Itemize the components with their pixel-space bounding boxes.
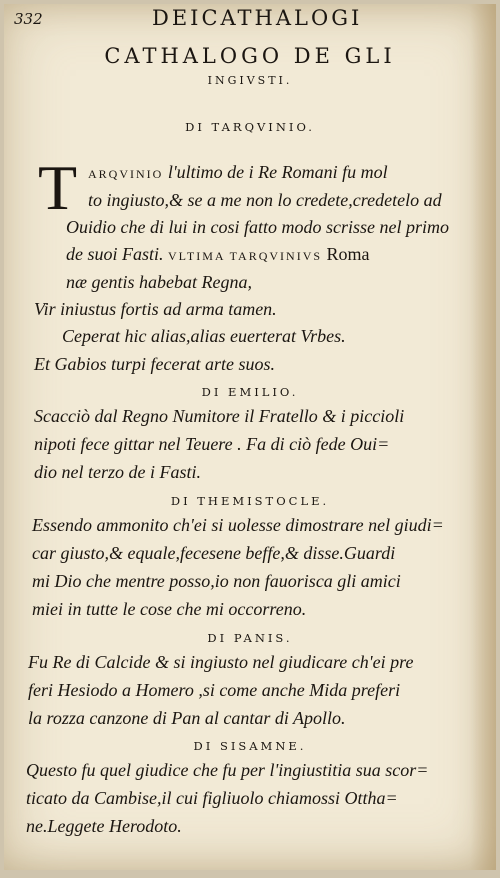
text-line: Scacciò dal Regno Numitore il Fratello & i piccioli bbox=[34, 406, 405, 426]
verse-line: Vir iniustus fortis ad arma tamen. bbox=[34, 299, 277, 319]
text-line: Ouidio che di lui in cosi fatto modo scrisse nel primo bbox=[66, 217, 449, 237]
section-subtitle: INGIVSTI. bbox=[207, 74, 293, 87]
book-page bbox=[4, 4, 496, 870]
running-title: DEICATHALOGI bbox=[152, 6, 363, 30]
drop-cap: T bbox=[38, 152, 78, 223]
entry-heading-sisamne: DI SISAMNE. bbox=[193, 739, 307, 753]
text-line: to ingiusto,& se a me non lo credete,credetelo ad bbox=[88, 190, 442, 210]
line-text: Roma bbox=[322, 244, 370, 264]
text-line: feri Hesiodo a Homero ,si come anche Mida preferi bbox=[28, 680, 401, 700]
text-line bbox=[88, 162, 388, 183]
small-caps-text: ARQVINIO bbox=[88, 167, 164, 181]
entry-heading-panis: DI PANIS. bbox=[207, 631, 293, 645]
verse-line: Et Gabios turpi fecerat arte suos. bbox=[34, 354, 275, 374]
entry-heading-emilio: DI EMILIO. bbox=[201, 385, 299, 399]
text-line: miei in tutte le cose che mi occorreno. bbox=[32, 599, 307, 619]
text-line: nipoti fece gittar nel Teuere . Fa di ciò fede Oui= bbox=[34, 434, 390, 454]
section-title: CATHALOGO DE GLI bbox=[104, 44, 396, 68]
entry-heading-tarquinio: DI TARQVINIO. bbox=[185, 120, 315, 134]
text-line: Questo fu quel giudice che fu per l'ingiustitia sua scor= bbox=[26, 760, 429, 780]
line-text: l'ultimo de i Re Romani fu mol bbox=[163, 162, 388, 182]
line-text: de suoi Fasti. bbox=[66, 244, 168, 264]
text-line: ne.Leggete Herodoto. bbox=[26, 816, 182, 836]
text-line: Fu Re di Calcide & si ingiusto nel giudicare ch'ei pre bbox=[28, 652, 414, 672]
text-line: la rozza canzone di Pan al cantar di Apollo. bbox=[28, 708, 346, 728]
text-line: ticato da Cambise,il cui figliuolo chiamossi Ottha= bbox=[26, 788, 398, 808]
running-head bbox=[14, 6, 474, 36]
entry-heading-themistocle: DI THEMISTOCLE. bbox=[170, 494, 330, 508]
verse-line: næ gentis habebat Regna, bbox=[66, 272, 252, 292]
text-line: dio nel terzo de i Fasti. bbox=[34, 462, 201, 482]
text-line: mi Dio che mentre posso,io non fauorisca gli amici bbox=[32, 571, 401, 591]
text-line bbox=[66, 244, 370, 265]
text-line: car giusto,& equale,fecesene beffe,& disse.Guardi bbox=[32, 543, 396, 563]
small-caps-text: VLTIMA TARQVINIVS bbox=[168, 249, 323, 263]
text-line: Essendo ammonito ch'ei si uolesse dimostrare nel giudi= bbox=[32, 515, 444, 535]
verse-line: Ceperat hic alias,alias euerterat Vrbes. bbox=[62, 326, 346, 346]
page-number: 332 bbox=[14, 10, 43, 28]
